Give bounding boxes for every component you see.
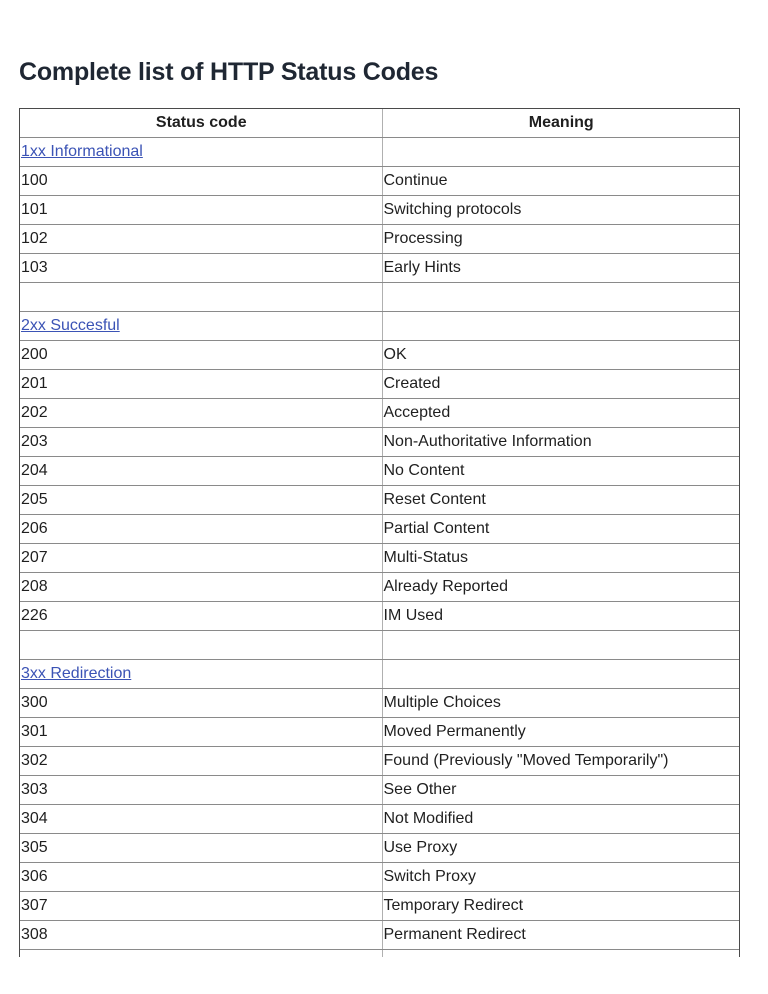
meaning-cell: Found (Previously "Moved Temporarily") [382, 747, 739, 776]
table-row [20, 167, 739, 196]
meaning-cell: Multiple Choices [382, 689, 739, 718]
meaning-cell: Not Modified [382, 805, 739, 834]
section-cell [20, 660, 382, 689]
table-row [20, 602, 739, 631]
meaning-cell: Accepted [382, 399, 739, 428]
header-status-code: Status code [20, 109, 382, 138]
status-code-cell: 203 [20, 428, 382, 457]
table-body [20, 138, 739, 958]
table-row [20, 399, 739, 428]
meaning-cell: Created [382, 370, 739, 399]
meaning-cell: Switching protocols [382, 196, 739, 225]
section-link[interactable]: 2xx Succesful [21, 317, 120, 334]
meaning-cell: Partial Content [382, 515, 739, 544]
meaning-cell [382, 631, 739, 660]
section-row [20, 312, 739, 341]
table-row [20, 254, 739, 283]
table-row [20, 457, 739, 486]
table-row [20, 428, 739, 457]
meaning-cell: Continue [382, 167, 739, 196]
meaning-cell [382, 950, 739, 958]
meaning-cell: Permanent Redirect [382, 921, 739, 950]
header-meaning: Meaning [382, 109, 739, 138]
meaning-cell: Non-Authoritative Information [382, 428, 739, 457]
meaning-cell [382, 660, 739, 689]
section-cell [20, 312, 382, 341]
status-code-cell: 101 [20, 196, 382, 225]
status-codes-table [20, 109, 739, 957]
meaning-cell: See Other [382, 776, 739, 805]
section-link[interactable]: 3xx Redirection [21, 665, 132, 682]
table-row [20, 370, 739, 399]
meaning-cell: Reset Content [382, 486, 739, 515]
meaning-cell [382, 283, 739, 312]
meaning-cell: Early Hints [382, 254, 739, 283]
table-row [20, 341, 739, 370]
status-codes-table-container [19, 108, 740, 957]
meaning-cell [382, 138, 739, 167]
meaning-cell [382, 312, 739, 341]
meaning-cell: Switch Proxy [382, 863, 739, 892]
status-code-cell: 304 [20, 805, 382, 834]
status-code-cell: 206 [20, 515, 382, 544]
table-row [20, 573, 739, 602]
status-code-cell: 204 [20, 457, 382, 486]
table-row [20, 196, 739, 225]
status-code-cell: 205 [20, 486, 382, 515]
table-row [20, 921, 739, 950]
table-row [20, 805, 739, 834]
table-header [20, 109, 739, 138]
status-code-cell: 226 [20, 602, 382, 631]
table-row [20, 515, 739, 544]
status-code-cell: 302 [20, 747, 382, 776]
meaning-cell: Moved Permanently [382, 718, 739, 747]
meaning-cell: Multi-Status [382, 544, 739, 573]
meaning-cell: No Content [382, 457, 739, 486]
status-code-cell: 202 [20, 399, 382, 428]
status-code-cell: 300 [20, 689, 382, 718]
status-code-cell: 201 [20, 370, 382, 399]
status-code-cell: 100 [20, 167, 382, 196]
spacer-row [20, 283, 739, 312]
status-code-cell [20, 283, 382, 312]
table-row [20, 834, 739, 863]
table-row [20, 689, 739, 718]
table-row [20, 747, 739, 776]
table-header-row [20, 109, 739, 138]
table-row [20, 225, 739, 254]
table-row [20, 718, 739, 747]
section-row [20, 138, 739, 167]
table-row [20, 486, 739, 515]
status-code-cell [20, 950, 382, 958]
status-code-cell: 301 [20, 718, 382, 747]
meaning-cell: Use Proxy [382, 834, 739, 863]
table-row [20, 892, 739, 921]
meaning-cell: IM Used [382, 602, 739, 631]
table-row [20, 544, 739, 573]
section-cell [20, 138, 382, 167]
status-code-cell: 308 [20, 921, 382, 950]
status-code-cell [20, 631, 382, 660]
meaning-cell: Processing [382, 225, 739, 254]
meaning-cell: Already Reported [382, 573, 739, 602]
spacer-row [20, 950, 739, 958]
meaning-cell: OK [382, 341, 739, 370]
status-code-cell: 208 [20, 573, 382, 602]
status-code-cell: 306 [20, 863, 382, 892]
page-title: Complete list of HTTP Status Codes [19, 58, 439, 86]
section-row [20, 660, 739, 689]
status-code-cell: 207 [20, 544, 382, 573]
section-link[interactable]: 1xx Informational [21, 143, 143, 160]
meaning-cell: Temporary Redirect [382, 892, 739, 921]
status-code-cell: 307 [20, 892, 382, 921]
spacer-row [20, 631, 739, 660]
table-row [20, 776, 739, 805]
status-code-cell: 103 [20, 254, 382, 283]
status-code-cell: 303 [20, 776, 382, 805]
status-code-cell: 102 [20, 225, 382, 254]
table-row [20, 863, 739, 892]
status-code-cell: 200 [20, 341, 382, 370]
status-code-cell: 305 [20, 834, 382, 863]
